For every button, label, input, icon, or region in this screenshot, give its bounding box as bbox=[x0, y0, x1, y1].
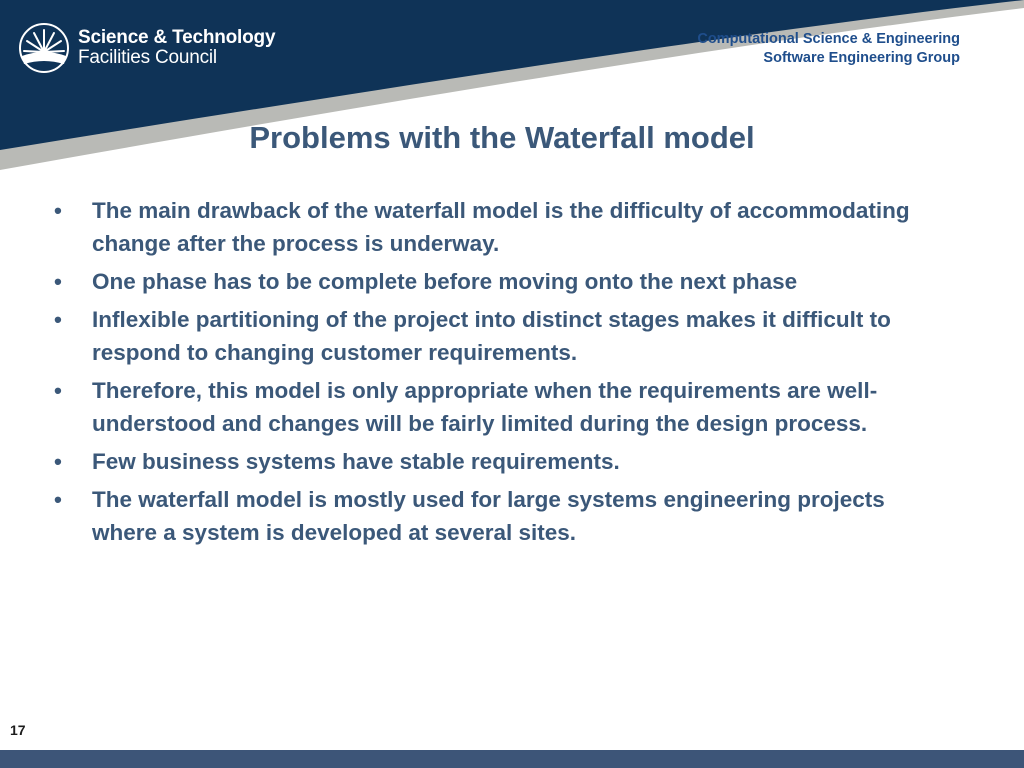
logo-text-line2: Facilities Council bbox=[78, 47, 217, 68]
bullet-text: One phase has to be complete before moving onto the next phase bbox=[92, 269, 798, 294]
bullet-list bbox=[52, 194, 952, 554]
bullet-text: Therefore, this model is only appropriate when the requirements are well-understood and changes will be fairly limited during the design process. bbox=[92, 378, 878, 436]
bullet-item bbox=[52, 303, 952, 369]
bullet-item bbox=[52, 265, 952, 298]
group-name-line1: Computational Science & Engineering bbox=[697, 31, 960, 47]
bullet-text: Few business systems have stable requirements. bbox=[92, 449, 620, 474]
bullet-item bbox=[52, 374, 952, 440]
bullet-marker: • bbox=[54, 198, 62, 223]
bullet-item bbox=[52, 445, 952, 478]
bullet-text: Inflexible partitioning of the project into distinct stages makes it difficult to respond to changing customer requirements. bbox=[92, 307, 891, 365]
bullet-item bbox=[52, 194, 952, 260]
page-number: 17 bbox=[10, 722, 26, 738]
sunburst-icon bbox=[18, 22, 70, 74]
bullet-marker: • bbox=[54, 449, 62, 474]
logo-text-line1: Science & Technology bbox=[78, 27, 276, 49]
bullet-item bbox=[52, 483, 952, 549]
bullet-marker: • bbox=[54, 307, 62, 332]
bullet-text: The main drawback of the waterfall model is the difficulty of accommodating change after the process is underway. bbox=[92, 198, 910, 256]
slide-title: Problems with the Waterfall model bbox=[249, 120, 755, 155]
bullet-marker: • bbox=[54, 269, 62, 294]
stfc-logo bbox=[18, 22, 275, 74]
bullet-marker: • bbox=[54, 378, 62, 403]
bullet-text: The waterfall model is mostly used for large systems engineering projects where a system is developed at several sites. bbox=[92, 487, 885, 545]
bullet-marker: • bbox=[54, 487, 62, 512]
footer-bar bbox=[0, 750, 1024, 768]
group-name bbox=[697, 30, 960, 68]
group-name-line2: Software Engineering Group bbox=[763, 50, 960, 66]
